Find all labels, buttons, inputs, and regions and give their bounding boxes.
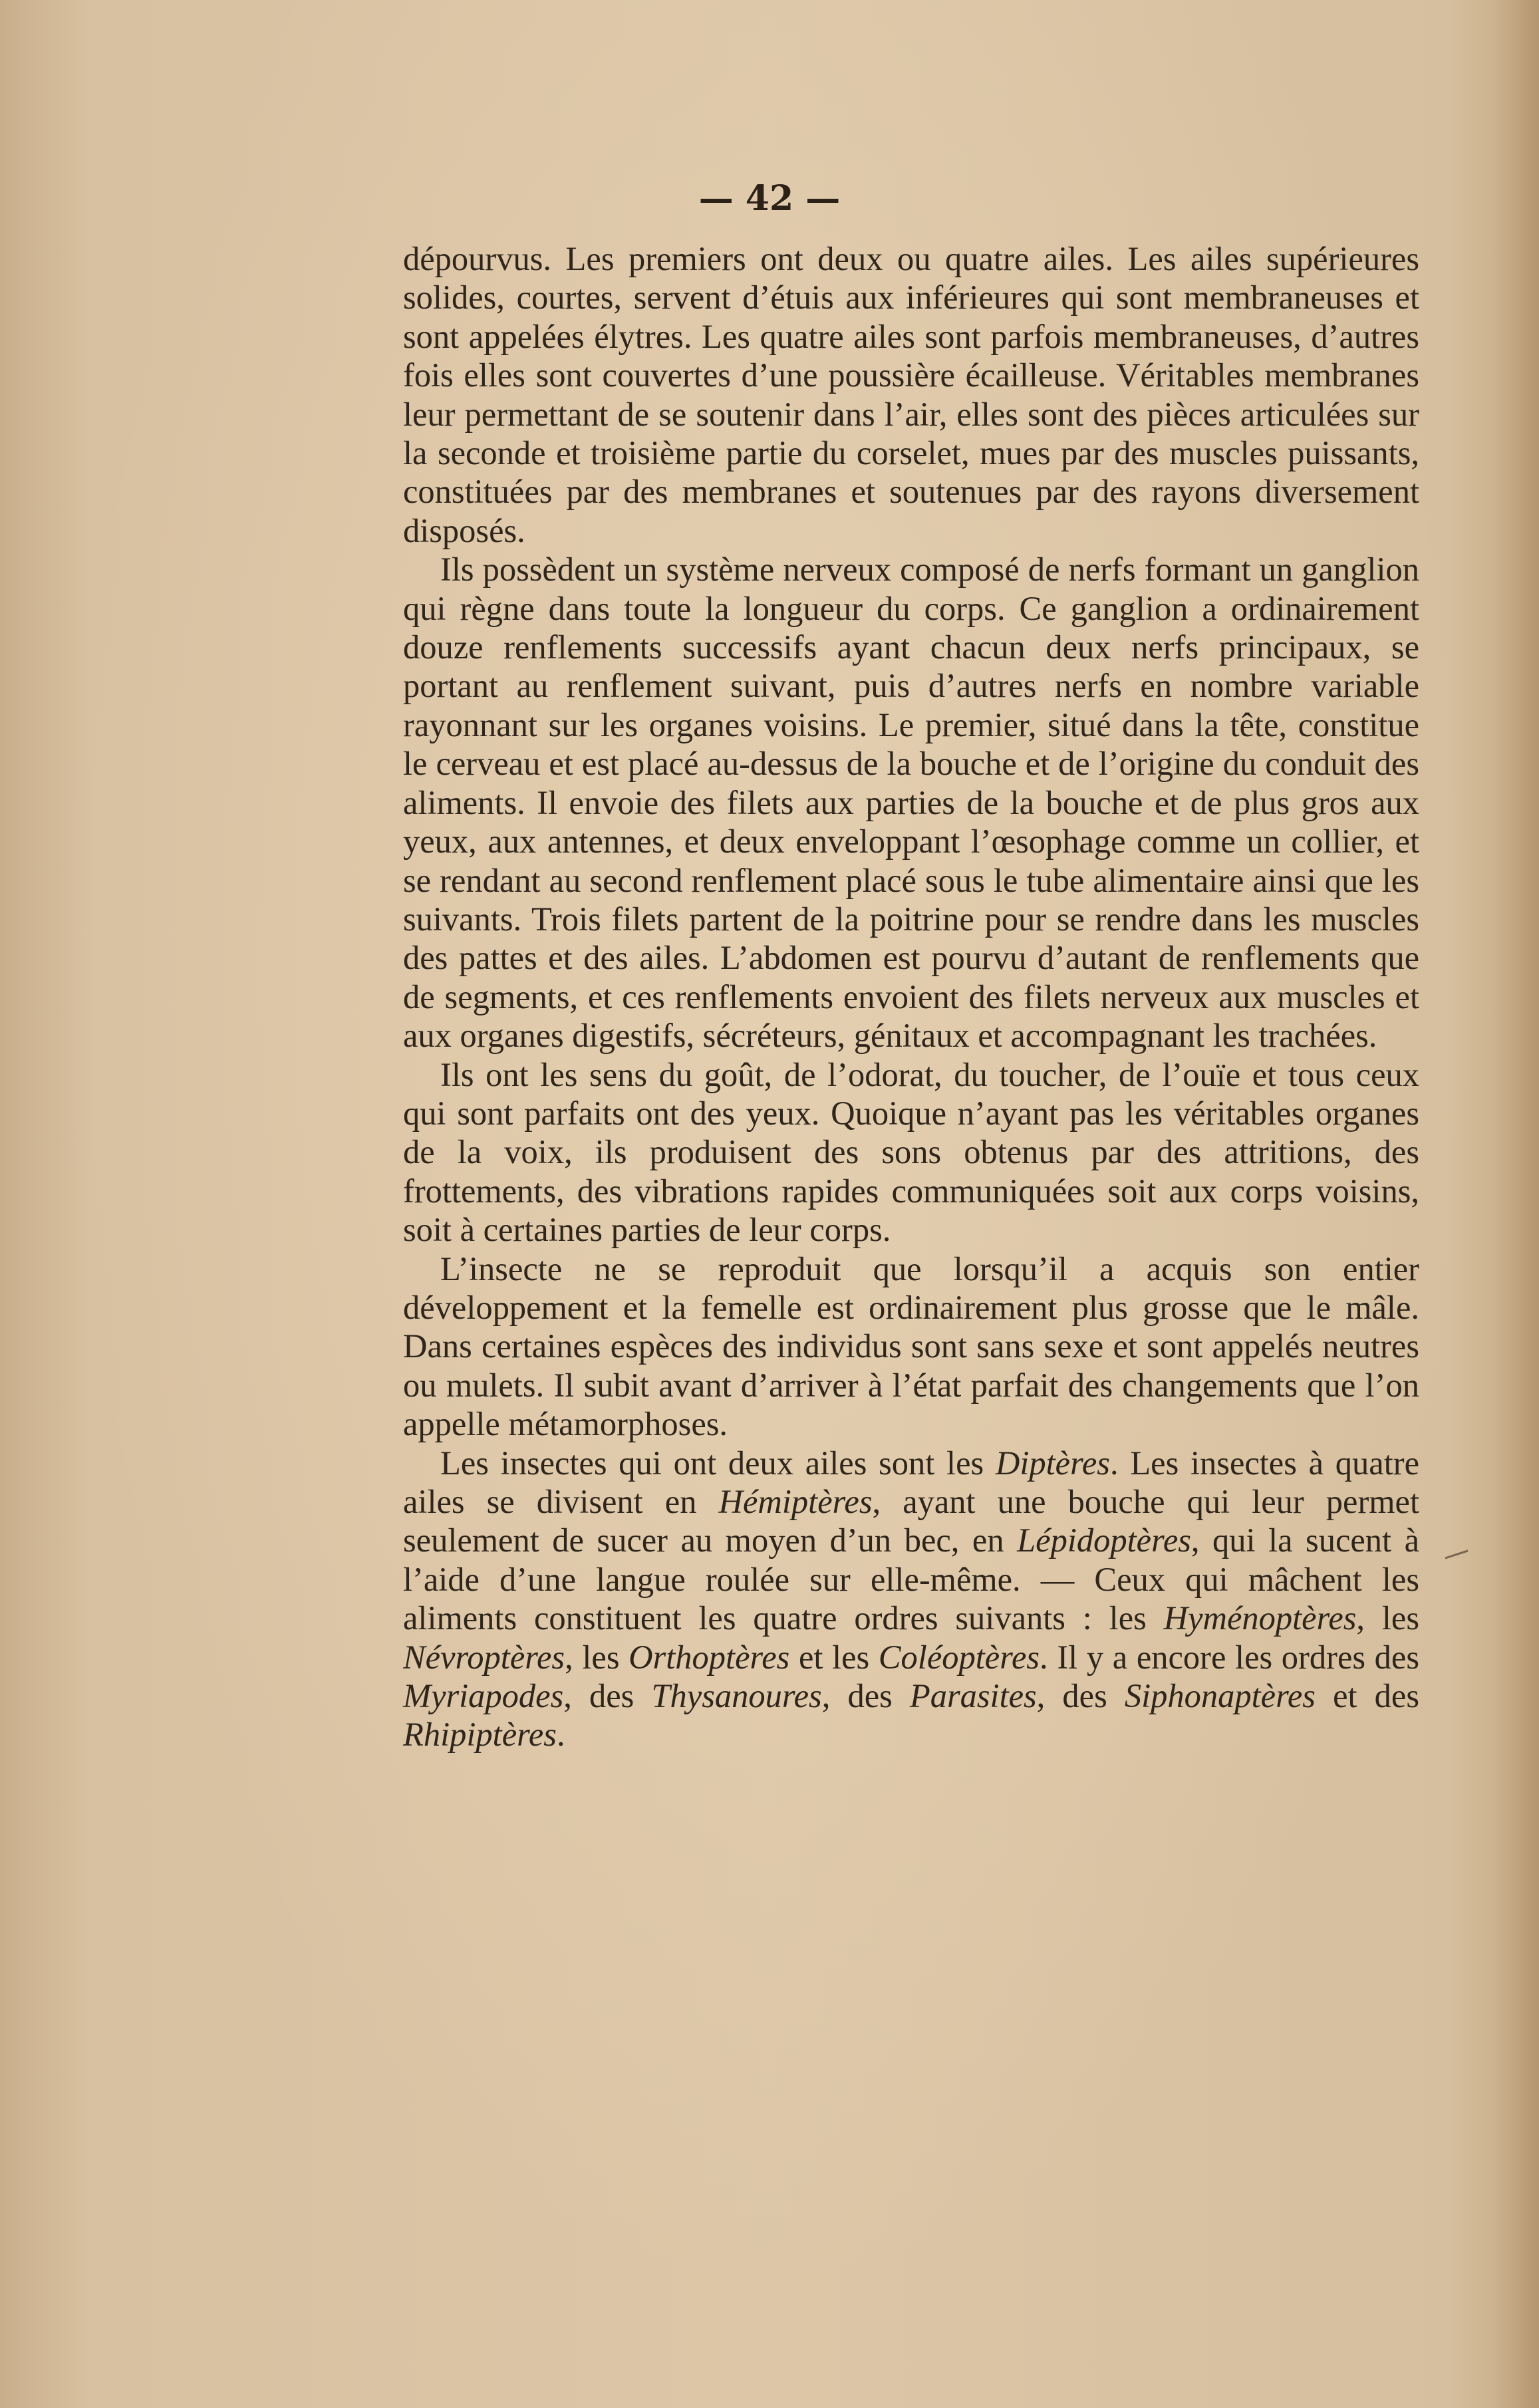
- text-run: et les: [789, 1638, 879, 1676]
- text-run: et des: [1315, 1677, 1419, 1715]
- page-number: — 42 —: [698, 178, 841, 219]
- text-run: .: [556, 1716, 565, 1754]
- italic-term: Hyménoptères: [1163, 1599, 1357, 1637]
- text-run: Ils possèdent un système nerveux composé de nerfs formant un ganglion qui règne dans toute la longueur du corps. Ce ganglion a ordinairement douze renflements successifs ayant chacun deux nerfs principaux, se portant au renflement suivant, puis d’autres nerfs en nombre variable rayonnant sur les organes voisins. Le premier, situé dans la tête, constitue le cerveau et est placé au-dessus de la bouche et de l’origine du conduit des aliments. Il envoie des filets aux parties de la bouche et de plus gros aux yeux, aux antennes, et deux enveloppant l’œsophage comme un collier, et se rendant au second renflement placé sous le tube alimentaire ainsi que les suivants. Trois filets partent de la poitrine pour se rendre dans les muscles des pattes et des ailes. L’abdomen est pourvu d’autant de renflements que de segments, et ces renflements envoient des filets nerveux aux muscles et aux organes digestifs, sécréteurs, génitaux et accompagnant les trachées.: [403, 551, 1419, 1055]
- italic-term: Orthoptères: [629, 1638, 790, 1676]
- paragraph: [403, 239, 1419, 550]
- italic-term: Hémiptères: [718, 1483, 873, 1520]
- italic-term: Diptères: [995, 1444, 1110, 1482]
- margin-mark: [1445, 1550, 1468, 1559]
- text-run: , les: [1356, 1599, 1419, 1637]
- paragraph: [403, 1444, 1419, 1754]
- italic-term: Coléoptères: [878, 1638, 1040, 1676]
- text-run: . Il y a encore les ordres des: [1040, 1638, 1419, 1676]
- text-run: , des: [821, 1677, 910, 1715]
- text-run: , des: [1036, 1677, 1125, 1715]
- italic-term: Thysanoures: [651, 1677, 822, 1715]
- text-run: dépourvus. Les premiers ont deux ou quatre ailes. Les ailes supérieures solides, courtes, servent d’étuis aux inférieures qui sont membraneuses et sont appelées élytres. Les quatre ailes sont parfois membraneuses, d’autres fois elles sont couvertes d’une poussière écailleuse. Véritables membranes leur permettant de se soutenir dans l’air, elles sont des pièces articulées sur la seconde et troisième partie du corselet, mues par des muscles puissants, constituées par des membranes et soutenues par des rayons diversement disposés.: [403, 240, 1419, 549]
- body-text: [403, 239, 1419, 1754]
- paragraph: [403, 1055, 1419, 1250]
- text-run: , qui la sucent à l’aide d’une langue roulée sur elle-même. — Ceux qui mâchent les aliments constituent les quatre ordres suivants : les: [403, 1522, 1419, 1637]
- text-run: , les: [565, 1638, 629, 1676]
- italic-term: Névroptères: [403, 1638, 565, 1676]
- text-run: , ayant une bouche qui leur permet seulement de sucer au moyen d’un bec, en: [403, 1483, 1419, 1559]
- italic-term: Lépidoptères: [1017, 1522, 1191, 1559]
- italic-term: Myriapodes: [403, 1677, 564, 1715]
- text-run: , des: [563, 1677, 652, 1715]
- italic-term: Parasites: [909, 1677, 1037, 1715]
- text-run: . Les insectes à quatre ailes se divisent en: [403, 1444, 1419, 1520]
- text-run: L’insecte ne se reproduit que lorsqu’il a acquis son entier développement et la femelle est ordinairement plus grosse que le mâle. Dans certaines espèces des individus sont sans sexe et sont appelés neutres ou mulets. Il subit avant d’arriver à l’état parfait des changements que l’on appelle métamorphoses.: [403, 1250, 1419, 1443]
- paragraph: [403, 550, 1419, 1055]
- page-edge-shadow: [1492, 0, 1539, 2408]
- text-run: Les insectes qui ont deux ailes sont les: [440, 1444, 996, 1482]
- italic-term: Rhipiptères: [403, 1716, 557, 1754]
- paragraph: [403, 1250, 1419, 1444]
- text-run: Ils ont les sens du goût, de l’odorat, du toucher, de l’ouïe et tous ceux qui sont parfaits ont des yeux. Quoique n’ayant pas les véritables organes de la voix, ils produisent des sons obtenus par des attritions, des frottements, des vibrations rapides communiquées soit aux corps voisins, soit à certaines parties de leur corps.: [403, 1055, 1419, 1249]
- italic-term: Siphonaptères: [1124, 1677, 1316, 1715]
